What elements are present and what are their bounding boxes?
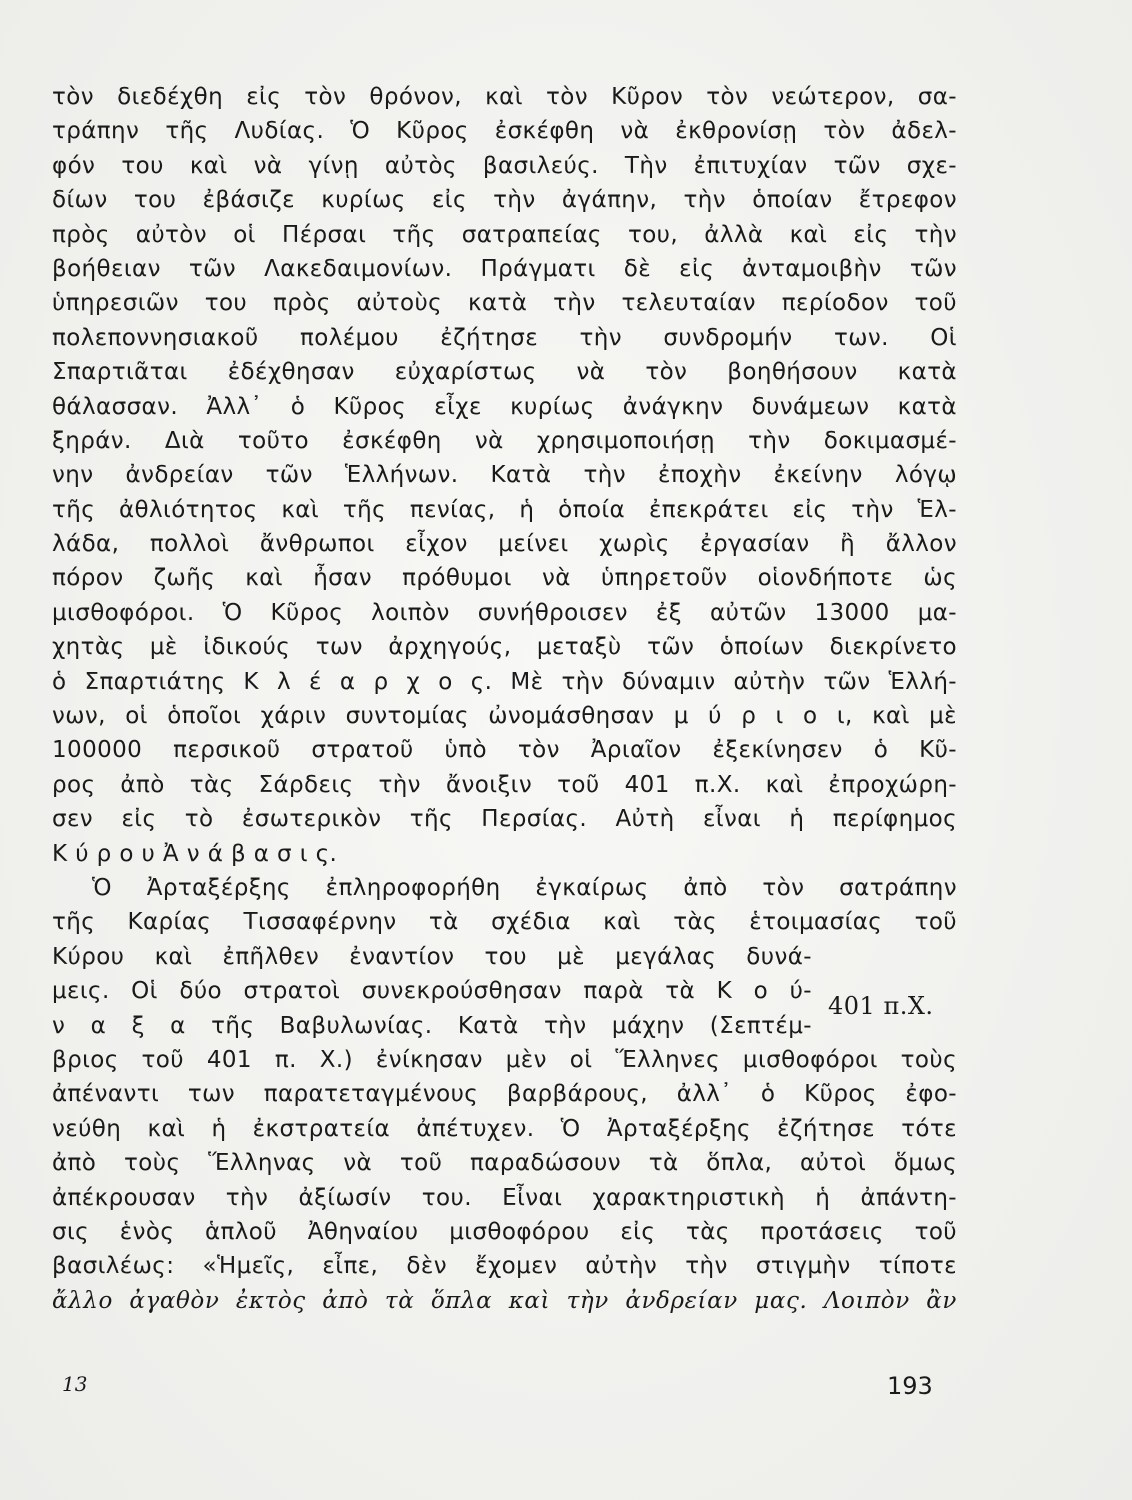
- text-line: βριος τοῦ 401 π. Χ.) ἐνίκησαν μὲν οἱ Ἕλληνες μισθοφόροι τοὺς: [52, 1046, 957, 1073]
- text-line: δίων του ἐβάσιζε κυρίως εἰς τὴν ἀγάπην, τὴν ὁποίαν ἔτρεφον: [52, 187, 957, 214]
- text-line: τὸν διεδέχθη εἰς τὸν θρόνον, καὶ τὸν Κῦρον τὸν νεώτερον, σα-: [52, 84, 957, 110]
- text-line: Κύρου καὶ ἐπῆλθεν ἐναντίον του μὲ μεγάλας δυνά-: [52, 943, 812, 970]
- text-line: νων, οἱ ὁποῖοι χάριν συντομίας ὠνομάσθησαν μ ύ ρ ι ο ι, καὶ μὲ: [52, 703, 957, 730]
- text-line: τῆς ἀθλιότητος καὶ τῆς πενίας, ἡ ὁποία ἐπεκράτει εἰς τὴν Ἑλ-: [52, 496, 957, 523]
- text-line: πόρον ζωῆς καὶ ἦσαν πρόθυμοι νὰ ὑπηρετοῦν οἱονδήποτε ὡς: [52, 565, 957, 592]
- text-line: ξηράν. Διὰ τοῦτο ἐσκέφθη νὰ χρησιμοποιήσῃ τὴν δοκιμασμέ-: [52, 427, 957, 454]
- signature-mark: 13: [62, 1372, 88, 1396]
- text-line: χητὰς μὲ ἰδικούς των ἀρχηγούς, μεταξὺ τῶν ὁποίων διεκρίνετο: [52, 634, 957, 661]
- text-line: νην ἀνδρείαν τῶν Ἑλλήνων. Κατὰ τὴν ἐποχὴν ἐκείνην λόγῳ: [52, 462, 957, 489]
- text-line: ρος ἀπὸ τὰς Σάρδεις τὴν ἄνοιξιν τοῦ 401 π.Χ. καὶ ἐπροχώρη-: [52, 771, 957, 798]
- text-line: μισθοφόροι. Ὁ Κῦρος λοιπὸν συνήθροισεν ἐξ αὐτῶν 13000 μα-: [52, 599, 957, 626]
- text-line: Σπαρτιᾶται ἐδέχθησαν εὐχαρίστως νὰ τὸν βοηθήσουν κατὰ: [52, 359, 957, 386]
- text-line: σις ἑνὸς ἁπλοῦ Ἀθηναίου μισθοφόρου εἰς τὰς προτάσεις τοῦ: [52, 1218, 957, 1245]
- text-line: ἀπέκρουσαν τὴν ἀξίωσίν του. Εἶναι χαρακτηριστικὴ ἡ ἀπάντη-: [52, 1184, 957, 1211]
- text-line: ὑπηρεσιῶν του πρὸς αὐτοὺς κατὰ τὴν τελευταίαν περίοδον τοῦ: [52, 290, 957, 317]
- text-line: θάλασσαν. Ἀλλ᾽ ὁ Κῦρος εἶχε κυρίως ἀνάγκην δυνάμεων κατὰ: [52, 393, 957, 420]
- text-line: ἄλλο ἀγαθὸν ἐκτὸς ἀπὸ τὰ ὅπλα καὶ τὴν ἀνδρείαν μας. Λοιπὸν ἂν: [52, 1287, 957, 1314]
- text-line: φόν του καὶ νὰ γίνῃ αὐτὸς βασιλεύς. Τὴν ἐπιτυχίαν τῶν σχε-: [52, 152, 957, 179]
- text-line: πρὸς αὐτὸν οἱ Πέρσαι τῆς σατραπείας του, ἀλλὰ καὶ εἰς τὴν: [52, 221, 957, 248]
- page-number: 193: [887, 1372, 933, 1400]
- margin-note-date: 401 π.Χ.: [828, 992, 934, 1020]
- text-line: μεις. Οἱ δύο στρατοὶ συνεκρούσθησαν παρὰ τὰ Κ ο ύ-: [52, 978, 812, 1005]
- text-line: βοήθειαν τῶν Λακεδαιμονίων. Πράγματι δὲ εἰς ἀνταμοιβὴν τῶν: [52, 255, 957, 282]
- paragraph-start-line: Ὁ Ἀρταξέρξης ἐπληροφορήθη ἐγκαίρως ἀπὸ τὸν σατράπην: [92, 874, 957, 901]
- text-line: ὁ Σπαρτιάτης Κ λ έ α ρ χ ο ς. Μὲ τὴν δύναμιν αὐτὴν τῶν Ἑλλή-: [52, 668, 957, 695]
- text-line: σεν εἰς τὸ ἐσωτερικὸν τῆς Περσίας. Αὐτὴ εἶναι ἡ περίφημος: [52, 806, 957, 833]
- text-line: τῆς Καρίας Τισσαφέρνην τὰ σχέδια καὶ τὰς ἑτοιμασίας τοῦ: [52, 909, 957, 936]
- text-line: Κ ύ ρ ο υ Ἀ ν ά β α σ ι ς.: [52, 840, 338, 867]
- text-line: 100000 περσικοῦ στρατοῦ ὑπὸ τὸν Ἀριαῖον ἐξεκίνησεν ὁ Κῦ-: [52, 737, 957, 764]
- text-line: βασιλέως: «Ἡμεῖς, εἶπε, δὲν ἔχομεν αὐτὴν τὴν στιγμὴν τίποτε: [52, 1253, 957, 1280]
- text-line: ἀπὸ τοὺς Ἕλληνας νὰ τοῦ παραδώσουν τὰ ὅπλα, αὐτοὶ ὅμως: [52, 1150, 957, 1177]
- text-line: πολεποννησιακοῦ πολέμου ἐζήτησε τὴν συνδρομήν των. Οἱ: [52, 324, 957, 351]
- text-line: ἀπέναντι των παρατεταγμένους βαρβάρους, ἀλλ᾽ ὁ Κῦρος ἐφο-: [52, 1081, 957, 1108]
- body-text: [52, 80, 957, 1318]
- text-line: νεύθη καὶ ἡ ἐκστρατεία ἀπέτυχεν. Ὁ Ἀρταξέρξης ἐζήτησε τότε: [52, 1115, 957, 1142]
- text-line: λάδα, πολλοὶ ἄνθρωποι εἶχον μείνει χωρὶς ἐργασίαν ἢ ἄλλον: [52, 531, 957, 558]
- text-line: τράπην τῆς Λυδίας. Ὁ Κῦρος ἐσκέφθη νὰ ἐκθρονίσῃ τὸν ἀδελ-: [52, 118, 957, 145]
- text-line: ν α ξ α τῆς Βαβυλωνίας. Κατὰ τὴν μάχην (Σεπτέμ-: [52, 1012, 812, 1039]
